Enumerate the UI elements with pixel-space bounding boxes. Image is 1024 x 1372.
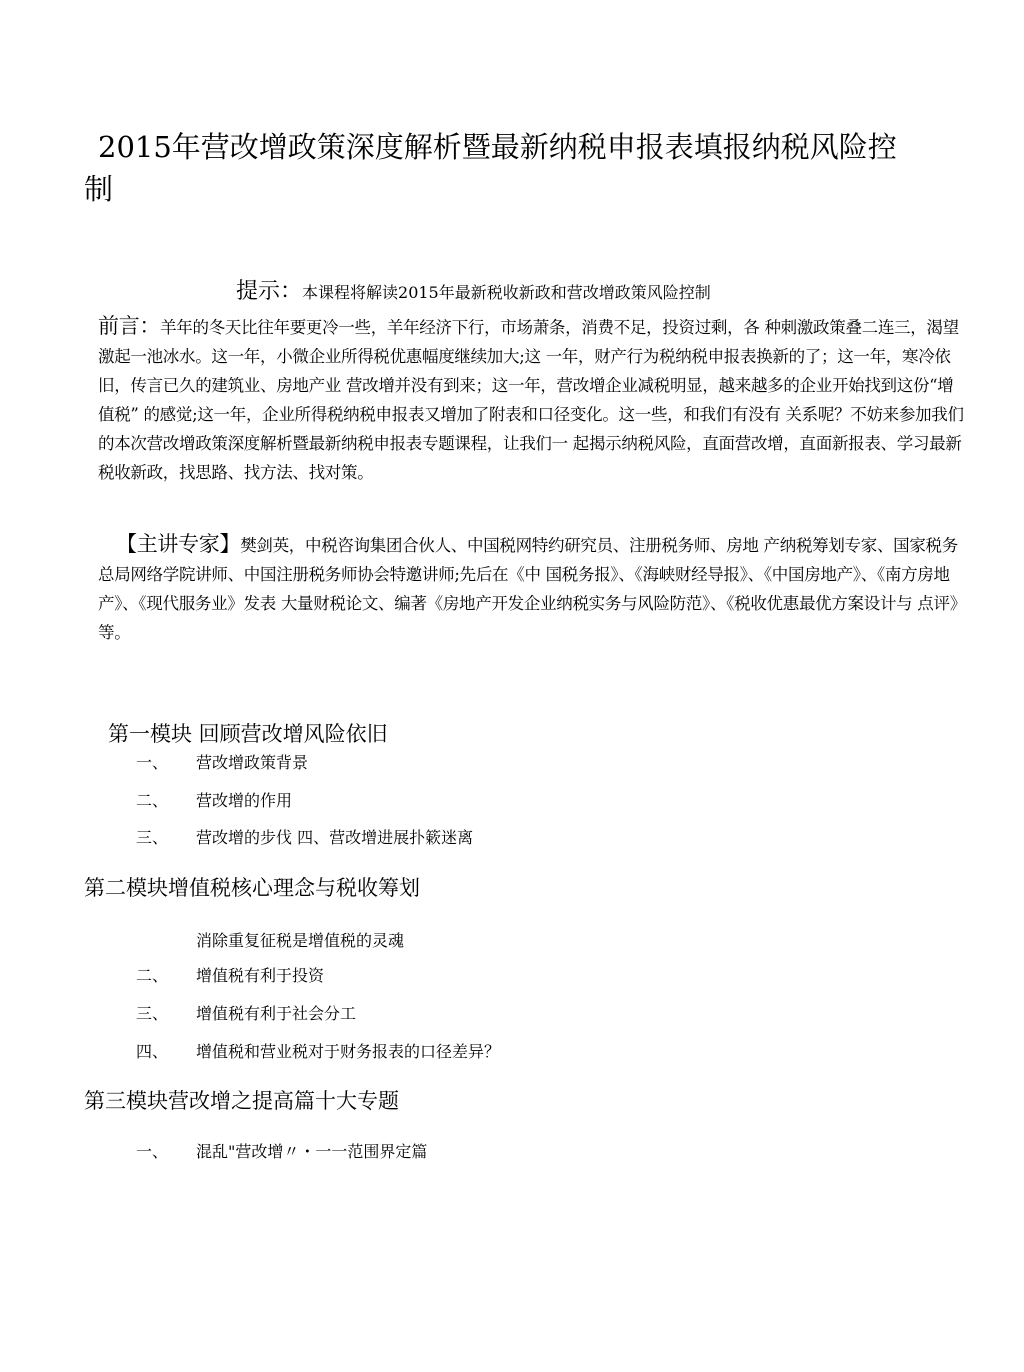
preface-text: 羊年的冬天比往年要更冷一些，羊年经济下行，市场萧条，消费不足，投资过剩，各 种刺激政策叠二连三，渴望激起一池冰水。这一年，小微企业所得税优惠幅度继续加大;这 一年，财产行为税纳税申报表换新的了；这一年，寒冷依旧，传言已久的建筑业、房地产业 营改增并没有到来；这一年，营改增企业减税明显，越来越多的企业开始找到这份“增值税” 的感觉;这一年，企业所得税纳税申报表又增加了附表和口径变化。这一些，和我们有没有 关系呢？不妨来参加我们的本次营改增政策深度解析暨最新纳税申报表专题课程，让我们一 起揭示纳税风险，直面营改增，直面新报表、学习最新税收新政，找思路、找方法、找对策。 [98, 318, 964, 482]
module-3-title: 第三模块营改增之提高篇十大专题 [84, 1089, 399, 1113]
document-title-line-1: 2015年营改增政策深度解析暨最新纳税申报表填报纳税风险控 [98, 130, 897, 164]
expert-text: 樊剑英，中税咨询集团合伙人、中国税网特约研究员、注册税务师、房地 产纳税筹划专家、国家税务总局网络学院讲师、中国注册税务师协会特邀讲师;先后在《中 国税务报》、《海峡财经导报》、《中国房地产》、《南方房地产》、《现代服务业》发表 大量财税论文、编著《房地产开发企业纳税实务与风险防范》、《税收优惠最优方案设计与 点评》等。 [98, 536, 966, 642]
preface-label: 前言： [98, 314, 161, 338]
preface-paragraph [98, 312, 968, 487]
document-title-line-2: 制 [84, 172, 114, 206]
module-2-item-3-number: 三、 [136, 1004, 169, 1023]
hint-text: 本课程将解读2015年最新税收新政和营改增政策风险控制 [302, 283, 711, 302]
expert-paragraph [98, 530, 968, 647]
module-1-title: 第一模块 回顾营改增风险依旧 [108, 722, 388, 746]
expert-label: 【主讲专家】 [116, 532, 241, 556]
module-2-item-4-number: 四、 [136, 1042, 169, 1061]
module-1-item-2-number: 二、 [136, 791, 169, 810]
module-3-item-1-number: 一、 [136, 1142, 169, 1161]
hint-line [236, 274, 711, 305]
module-1-item-1-number: 一、 [136, 753, 169, 772]
hint-label: 提示： [236, 279, 303, 304]
module-2-item-4-text: 增值税和营业税对于财务报表的口径差异？ [196, 1042, 501, 1061]
module-1-item-3-number: 三、 [136, 828, 169, 847]
module-3-item-1-text: 混乱"营改增〃・一一范围界定篇 [196, 1142, 428, 1161]
module-2-item-2-text: 增值税有利于投资 [196, 966, 325, 985]
module-1-item-2-text: 营改增的作用 [196, 791, 293, 810]
module-2-item-3-text: 增值税有利于社会分工 [196, 1004, 357, 1023]
module-2-item-1-text: 消除重复征税是增值税的灵魂 [196, 931, 405, 950]
module-1-item-1-text: 营改增政策背景 [196, 753, 309, 772]
module-2-title: 第二模块增值税核心理念与税收筹划 [84, 876, 420, 900]
module-1-item-3-text: 营改增的步伐 四、营改增进展扑簌迷离 [196, 828, 474, 847]
module-2-item-2-number: 二、 [136, 966, 169, 985]
